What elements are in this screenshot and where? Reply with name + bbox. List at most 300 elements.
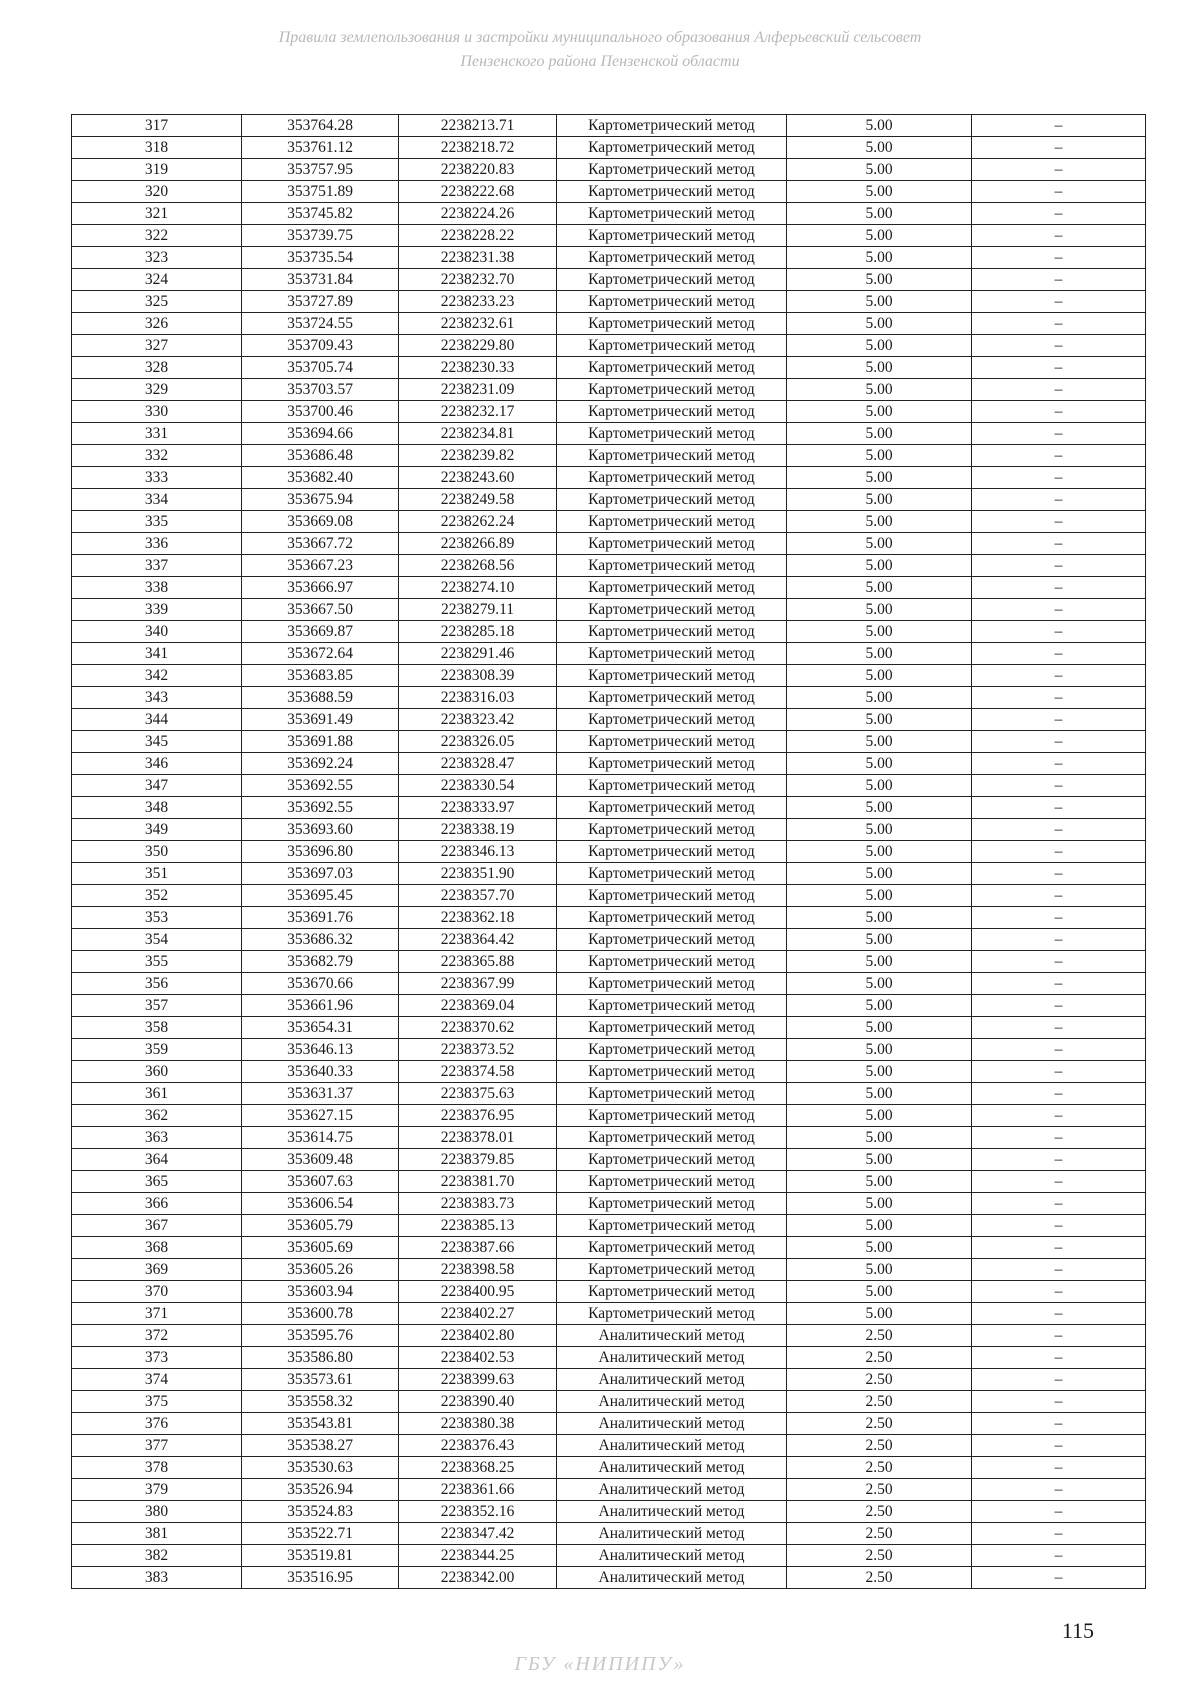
note-cell: – <box>972 797 1146 819</box>
accuracy-cell: 2.50 <box>787 1435 972 1457</box>
accuracy-cell: 5.00 <box>787 203 972 225</box>
note-cell: – <box>972 269 1146 291</box>
y-coordinate-cell: 2238390.40 <box>399 1391 557 1413</box>
x-coordinate-cell: 353692.24 <box>242 753 399 775</box>
y-coordinate-cell: 2238402.53 <box>399 1347 557 1369</box>
y-coordinate-cell: 2238375.63 <box>399 1083 557 1105</box>
point-number-cell: 344 <box>72 709 242 731</box>
y-coordinate-cell: 2238364.42 <box>399 929 557 951</box>
y-coordinate-cell: 2238231.09 <box>399 379 557 401</box>
table-row <box>72 1061 1146 1083</box>
point-number-cell: 329 <box>72 379 242 401</box>
note-cell: – <box>972 1479 1146 1501</box>
accuracy-cell: 2.50 <box>787 1523 972 1545</box>
x-coordinate-cell: 353666.97 <box>242 577 399 599</box>
accuracy-cell: 5.00 <box>787 643 972 665</box>
table-row <box>72 379 1146 401</box>
x-coordinate-cell: 353709.43 <box>242 335 399 357</box>
note-cell: – <box>972 1061 1146 1083</box>
point-number-cell: 349 <box>72 819 242 841</box>
x-coordinate-cell: 353692.55 <box>242 775 399 797</box>
table-row <box>72 511 1146 533</box>
x-coordinate-cell: 353703.57 <box>242 379 399 401</box>
x-coordinate-cell: 353600.78 <box>242 1303 399 1325</box>
y-coordinate-cell: 2238233.23 <box>399 291 557 313</box>
note-cell: – <box>972 1413 1146 1435</box>
point-number-cell: 383 <box>72 1567 242 1589</box>
y-coordinate-cell: 2238232.70 <box>399 269 557 291</box>
note-cell: – <box>972 555 1146 577</box>
method-cell: Картометрический метод <box>557 489 787 511</box>
method-cell: Картометрический метод <box>557 819 787 841</box>
method-cell: Картометрический метод <box>557 797 787 819</box>
accuracy-cell: 5.00 <box>787 247 972 269</box>
method-cell: Картометрический метод <box>557 1237 787 1259</box>
table-row <box>72 797 1146 819</box>
point-number-cell: 346 <box>72 753 242 775</box>
table-row <box>72 863 1146 885</box>
method-cell: Картометрический метод <box>557 1171 787 1193</box>
table-row <box>72 137 1146 159</box>
point-number-cell: 369 <box>72 1259 242 1281</box>
accuracy-cell: 5.00 <box>787 929 972 951</box>
x-coordinate-cell: 353751.89 <box>242 181 399 203</box>
y-coordinate-cell: 2238344.25 <box>399 1545 557 1567</box>
y-coordinate-cell: 2238232.17 <box>399 401 557 423</box>
method-cell: Аналитический метод <box>557 1413 787 1435</box>
x-coordinate-cell: 353603.94 <box>242 1281 399 1303</box>
method-cell: Аналитический метод <box>557 1347 787 1369</box>
point-number-cell: 335 <box>72 511 242 533</box>
point-number-cell: 359 <box>72 1039 242 1061</box>
y-coordinate-cell: 2238400.95 <box>399 1281 557 1303</box>
point-number-cell: 354 <box>72 929 242 951</box>
x-coordinate-cell: 353695.45 <box>242 885 399 907</box>
y-coordinate-cell: 2238239.82 <box>399 445 557 467</box>
table-row <box>72 555 1146 577</box>
accuracy-cell: 5.00 <box>787 1083 972 1105</box>
y-coordinate-cell: 2238374.58 <box>399 1061 557 1083</box>
x-coordinate-cell: 353686.32 <box>242 929 399 951</box>
y-coordinate-cell: 2238369.04 <box>399 995 557 1017</box>
x-coordinate-cell: 353691.76 <box>242 907 399 929</box>
x-coordinate-cell: 353667.50 <box>242 599 399 621</box>
table-row <box>72 885 1146 907</box>
y-coordinate-cell: 2238333.97 <box>399 797 557 819</box>
x-coordinate-cell: 353654.31 <box>242 1017 399 1039</box>
method-cell: Картометрический метод <box>557 115 787 137</box>
x-coordinate-cell: 353669.08 <box>242 511 399 533</box>
table-row <box>72 1303 1146 1325</box>
note-cell: – <box>972 665 1146 687</box>
method-cell: Картометрический метод <box>557 995 787 1017</box>
x-coordinate-cell: 353688.59 <box>242 687 399 709</box>
method-cell: Аналитический метод <box>557 1435 787 1457</box>
accuracy-cell: 5.00 <box>787 731 972 753</box>
method-cell: Картометрический метод <box>557 1061 787 1083</box>
method-cell: Картометрический метод <box>557 1193 787 1215</box>
table-row <box>72 1105 1146 1127</box>
y-coordinate-cell: 2238326.05 <box>399 731 557 753</box>
x-coordinate-cell: 353543.81 <box>242 1413 399 1435</box>
method-cell: Картометрический метод <box>557 269 787 291</box>
point-number-cell: 337 <box>72 555 242 577</box>
y-coordinate-cell: 2238370.62 <box>399 1017 557 1039</box>
x-coordinate-cell: 353675.94 <box>242 489 399 511</box>
accuracy-cell: 5.00 <box>787 665 972 687</box>
y-coordinate-cell: 2238330.54 <box>399 775 557 797</box>
table-row <box>72 423 1146 445</box>
note-cell: – <box>972 1171 1146 1193</box>
x-coordinate-cell: 353538.27 <box>242 1435 399 1457</box>
y-coordinate-cell: 2238387.66 <box>399 1237 557 1259</box>
note-cell: – <box>972 973 1146 995</box>
page-footer: ГБУ «НИПИПУ» <box>514 1653 686 1675</box>
y-coordinate-cell: 2238380.38 <box>399 1413 557 1435</box>
table-row <box>72 1545 1146 1567</box>
point-number-cell: 331 <box>72 423 242 445</box>
note-cell: – <box>972 203 1146 225</box>
x-coordinate-cell: 353757.95 <box>242 159 399 181</box>
method-cell: Картометрический метод <box>557 203 787 225</box>
method-cell: Аналитический метод <box>557 1501 787 1523</box>
note-cell: – <box>972 291 1146 313</box>
method-cell: Картометрический метод <box>557 1149 787 1171</box>
point-number-cell: 350 <box>72 841 242 863</box>
point-number-cell: 324 <box>72 269 242 291</box>
point-number-cell: 325 <box>72 291 242 313</box>
note-cell: – <box>972 313 1146 335</box>
table-row <box>72 445 1146 467</box>
note-cell: – <box>972 401 1146 423</box>
point-number-cell: 332 <box>72 445 242 467</box>
table-row <box>72 1281 1146 1303</box>
x-coordinate-cell: 353573.61 <box>242 1369 399 1391</box>
table-row <box>72 181 1146 203</box>
table-row <box>72 951 1146 973</box>
y-coordinate-cell: 2238398.58 <box>399 1259 557 1281</box>
x-coordinate-cell: 353683.85 <box>242 665 399 687</box>
table-row <box>72 291 1146 313</box>
accuracy-cell: 5.00 <box>787 775 972 797</box>
note-cell: – <box>972 159 1146 181</box>
method-cell: Картометрический метод <box>557 181 787 203</box>
note-cell: – <box>972 753 1146 775</box>
method-cell: Аналитический метод <box>557 1457 787 1479</box>
x-coordinate-cell: 353526.94 <box>242 1479 399 1501</box>
x-coordinate-cell: 353735.54 <box>242 247 399 269</box>
table-row <box>72 467 1146 489</box>
point-number-cell: 356 <box>72 973 242 995</box>
table-row <box>72 753 1146 775</box>
note-cell: – <box>972 379 1146 401</box>
point-number-cell: 333 <box>72 467 242 489</box>
y-coordinate-cell: 2238352.16 <box>399 1501 557 1523</box>
accuracy-cell: 5.00 <box>787 511 972 533</box>
x-coordinate-cell: 353524.83 <box>242 1501 399 1523</box>
accuracy-cell: 5.00 <box>787 753 972 775</box>
method-cell: Картометрический метод <box>557 951 787 973</box>
table-row <box>72 1523 1146 1545</box>
note-cell: – <box>972 1017 1146 1039</box>
method-cell: Картометрический метод <box>557 929 787 951</box>
table-row <box>72 335 1146 357</box>
accuracy-cell: 5.00 <box>787 1259 972 1281</box>
y-coordinate-cell: 2238365.88 <box>399 951 557 973</box>
accuracy-cell: 5.00 <box>787 577 972 599</box>
y-coordinate-cell: 2238234.81 <box>399 423 557 445</box>
y-coordinate-cell: 2238373.52 <box>399 1039 557 1061</box>
y-coordinate-cell: 2238274.10 <box>399 577 557 599</box>
point-number-cell: 381 <box>72 1523 242 1545</box>
point-number-cell: 376 <box>72 1413 242 1435</box>
x-coordinate-cell: 353516.95 <box>242 1567 399 1589</box>
x-coordinate-cell: 353519.81 <box>242 1545 399 1567</box>
accuracy-cell: 5.00 <box>787 1127 972 1149</box>
accuracy-cell: 5.00 <box>787 269 972 291</box>
y-coordinate-cell: 2238266.89 <box>399 533 557 555</box>
note-cell: – <box>972 731 1146 753</box>
accuracy-cell: 2.50 <box>787 1501 972 1523</box>
accuracy-cell: 5.00 <box>787 1149 972 1171</box>
table-row <box>72 665 1146 687</box>
method-cell: Картометрический метод <box>557 1105 787 1127</box>
y-coordinate-cell: 2238230.33 <box>399 357 557 379</box>
accuracy-cell: 5.00 <box>787 1039 972 1061</box>
y-coordinate-cell: 2238279.11 <box>399 599 557 621</box>
method-cell: Картометрический метод <box>557 313 787 335</box>
point-number-cell: 340 <box>72 621 242 643</box>
y-coordinate-cell: 2238347.42 <box>399 1523 557 1545</box>
x-coordinate-cell: 353693.60 <box>242 819 399 841</box>
method-cell: Картометрический метод <box>557 1259 787 1281</box>
accuracy-cell: 5.00 <box>787 1017 972 1039</box>
x-coordinate-cell: 353764.28 <box>242 115 399 137</box>
note-cell: – <box>972 1281 1146 1303</box>
x-coordinate-cell: 353627.15 <box>242 1105 399 1127</box>
method-cell: Картометрический метод <box>557 1017 787 1039</box>
y-coordinate-cell: 2238328.47 <box>399 753 557 775</box>
accuracy-cell: 5.00 <box>787 1193 972 1215</box>
method-cell: Аналитический метод <box>557 1391 787 1413</box>
method-cell: Картометрический метод <box>557 555 787 577</box>
table-row <box>72 1149 1146 1171</box>
point-number-cell: 358 <box>72 1017 242 1039</box>
method-cell: Картометрический метод <box>557 621 787 643</box>
note-cell: – <box>972 995 1146 1017</box>
note-cell: – <box>972 1259 1146 1281</box>
accuracy-cell: 5.00 <box>787 1171 972 1193</box>
point-number-cell: 320 <box>72 181 242 203</box>
method-cell: Картометрический метод <box>557 687 787 709</box>
note-cell: – <box>972 137 1146 159</box>
y-coordinate-cell: 2238381.70 <box>399 1171 557 1193</box>
y-coordinate-cell: 2238323.42 <box>399 709 557 731</box>
point-number-cell: 351 <box>72 863 242 885</box>
point-number-cell: 357 <box>72 995 242 1017</box>
note-cell: – <box>972 1127 1146 1149</box>
x-coordinate-cell: 353739.75 <box>242 225 399 247</box>
y-coordinate-cell: 2238376.43 <box>399 1435 557 1457</box>
accuracy-cell: 5.00 <box>787 1105 972 1127</box>
x-coordinate-cell: 353727.89 <box>242 291 399 313</box>
table-row <box>72 313 1146 335</box>
accuracy-cell: 5.00 <box>787 863 972 885</box>
y-coordinate-cell: 2238213.71 <box>399 115 557 137</box>
accuracy-cell: 5.00 <box>787 1281 972 1303</box>
x-coordinate-cell: 353646.13 <box>242 1039 399 1061</box>
accuracy-cell: 5.00 <box>787 1303 972 1325</box>
point-number-cell: 372 <box>72 1325 242 1347</box>
y-coordinate-cell: 2238229.80 <box>399 335 557 357</box>
point-number-cell: 371 <box>72 1303 242 1325</box>
point-number-cell: 321 <box>72 203 242 225</box>
table-row <box>72 1457 1146 1479</box>
note-cell: – <box>972 1303 1146 1325</box>
x-coordinate-cell: 353661.96 <box>242 995 399 1017</box>
y-coordinate-cell: 2238262.24 <box>399 511 557 533</box>
x-coordinate-cell: 353697.03 <box>242 863 399 885</box>
note-cell: – <box>972 533 1146 555</box>
note-cell: – <box>972 1193 1146 1215</box>
point-number-cell: 366 <box>72 1193 242 1215</box>
accuracy-cell: 2.50 <box>787 1347 972 1369</box>
table-row <box>72 1083 1146 1105</box>
y-coordinate-cell: 2238402.27 <box>399 1303 557 1325</box>
note-cell: – <box>972 1457 1146 1479</box>
accuracy-cell: 5.00 <box>787 379 972 401</box>
y-coordinate-cell: 2238342.00 <box>399 1567 557 1589</box>
point-number-cell: 362 <box>72 1105 242 1127</box>
y-coordinate-cell: 2238368.25 <box>399 1457 557 1479</box>
method-cell: Картометрический метод <box>557 1083 787 1105</box>
y-coordinate-cell: 2238291.46 <box>399 643 557 665</box>
table-row <box>72 621 1146 643</box>
point-number-cell: 338 <box>72 577 242 599</box>
table-row <box>72 819 1146 841</box>
y-coordinate-cell: 2238376.95 <box>399 1105 557 1127</box>
x-coordinate-cell: 353530.63 <box>242 1457 399 1479</box>
point-number-cell: 352 <box>72 885 242 907</box>
point-number-cell: 318 <box>72 137 242 159</box>
header-line-1: Правила землепользования и застройки муниципального образования Алферьевский сельсовет <box>278 29 922 46</box>
method-cell: Картометрический метод <box>557 665 787 687</box>
x-coordinate-cell: 353700.46 <box>242 401 399 423</box>
note-cell: – <box>972 115 1146 137</box>
point-number-cell: 361 <box>72 1083 242 1105</box>
y-coordinate-cell: 2238338.19 <box>399 819 557 841</box>
note-cell: – <box>972 1083 1146 1105</box>
method-cell: Картометрический метод <box>557 1281 787 1303</box>
header-line-2: Пензенского района Пензенской области <box>460 53 740 70</box>
note-cell: – <box>972 335 1146 357</box>
method-cell: Картометрический метод <box>557 357 787 379</box>
method-cell: Картометрический метод <box>557 885 787 907</box>
method-cell: Картометрический метод <box>557 533 787 555</box>
point-number-cell: 327 <box>72 335 242 357</box>
table-row <box>72 731 1146 753</box>
point-number-cell: 342 <box>72 665 242 687</box>
accuracy-cell: 5.00 <box>787 687 972 709</box>
accuracy-cell: 2.50 <box>787 1545 972 1567</box>
point-number-cell: 377 <box>72 1435 242 1457</box>
accuracy-cell: 5.00 <box>787 533 972 555</box>
y-coordinate-cell: 2238402.80 <box>399 1325 557 1347</box>
point-number-cell: 379 <box>72 1479 242 1501</box>
accuracy-cell: 5.00 <box>787 1061 972 1083</box>
accuracy-cell: 5.00 <box>787 907 972 929</box>
accuracy-cell: 5.00 <box>787 1237 972 1259</box>
note-cell: – <box>972 467 1146 489</box>
accuracy-cell: 5.00 <box>787 313 972 335</box>
point-number-cell: 323 <box>72 247 242 269</box>
x-coordinate-cell: 353631.37 <box>242 1083 399 1105</box>
y-coordinate-cell: 2238220.83 <box>399 159 557 181</box>
method-cell: Картометрический метод <box>557 445 787 467</box>
method-cell: Картометрический метод <box>557 709 787 731</box>
point-number-cell: 353 <box>72 907 242 929</box>
y-coordinate-cell: 2238224.26 <box>399 203 557 225</box>
note-cell: – <box>972 357 1146 379</box>
y-coordinate-cell: 2238379.85 <box>399 1149 557 1171</box>
accuracy-cell: 5.00 <box>787 335 972 357</box>
y-coordinate-cell: 2238243.60 <box>399 467 557 489</box>
x-coordinate-cell: 353670.66 <box>242 973 399 995</box>
x-coordinate-cell: 353692.55 <box>242 797 399 819</box>
accuracy-cell: 5.00 <box>787 137 972 159</box>
accuracy-cell: 2.50 <box>787 1457 972 1479</box>
accuracy-cell: 5.00 <box>787 467 972 489</box>
x-coordinate-cell: 353731.84 <box>242 269 399 291</box>
accuracy-cell: 5.00 <box>787 423 972 445</box>
accuracy-cell: 2.50 <box>787 1369 972 1391</box>
method-cell: Картометрический метод <box>557 379 787 401</box>
method-cell: Картометрический метод <box>557 423 787 445</box>
x-coordinate-cell: 353522.71 <box>242 1523 399 1545</box>
note-cell: – <box>972 885 1146 907</box>
x-coordinate-cell: 353667.72 <box>242 533 399 555</box>
note-cell: – <box>972 1501 1146 1523</box>
y-coordinate-cell: 2238351.90 <box>399 863 557 885</box>
note-cell: – <box>972 929 1146 951</box>
x-coordinate-cell: 353682.79 <box>242 951 399 973</box>
note-cell: – <box>972 687 1146 709</box>
note-cell: – <box>972 577 1146 599</box>
table-row <box>72 995 1146 1017</box>
table-row <box>72 841 1146 863</box>
accuracy-cell: 2.50 <box>787 1325 972 1347</box>
method-cell: Картометрический метод <box>557 467 787 489</box>
table-row <box>72 1259 1146 1281</box>
x-coordinate-cell: 353558.32 <box>242 1391 399 1413</box>
note-cell: – <box>972 511 1146 533</box>
method-cell: Аналитический метод <box>557 1325 787 1347</box>
accuracy-cell: 5.00 <box>787 951 972 973</box>
point-number-cell: 360 <box>72 1061 242 1083</box>
method-cell: Картометрический метод <box>557 225 787 247</box>
y-coordinate-cell: 2238357.70 <box>399 885 557 907</box>
accuracy-cell: 5.00 <box>787 115 972 137</box>
x-coordinate-cell: 353605.69 <box>242 1237 399 1259</box>
table-row <box>72 1391 1146 1413</box>
table-row <box>72 247 1146 269</box>
accuracy-cell: 5.00 <box>787 291 972 313</box>
coordinates-table-body <box>72 115 1146 1589</box>
y-coordinate-cell: 2238346.13 <box>399 841 557 863</box>
note-cell: – <box>972 1039 1146 1061</box>
table-row <box>72 1479 1146 1501</box>
note-cell: – <box>972 863 1146 885</box>
